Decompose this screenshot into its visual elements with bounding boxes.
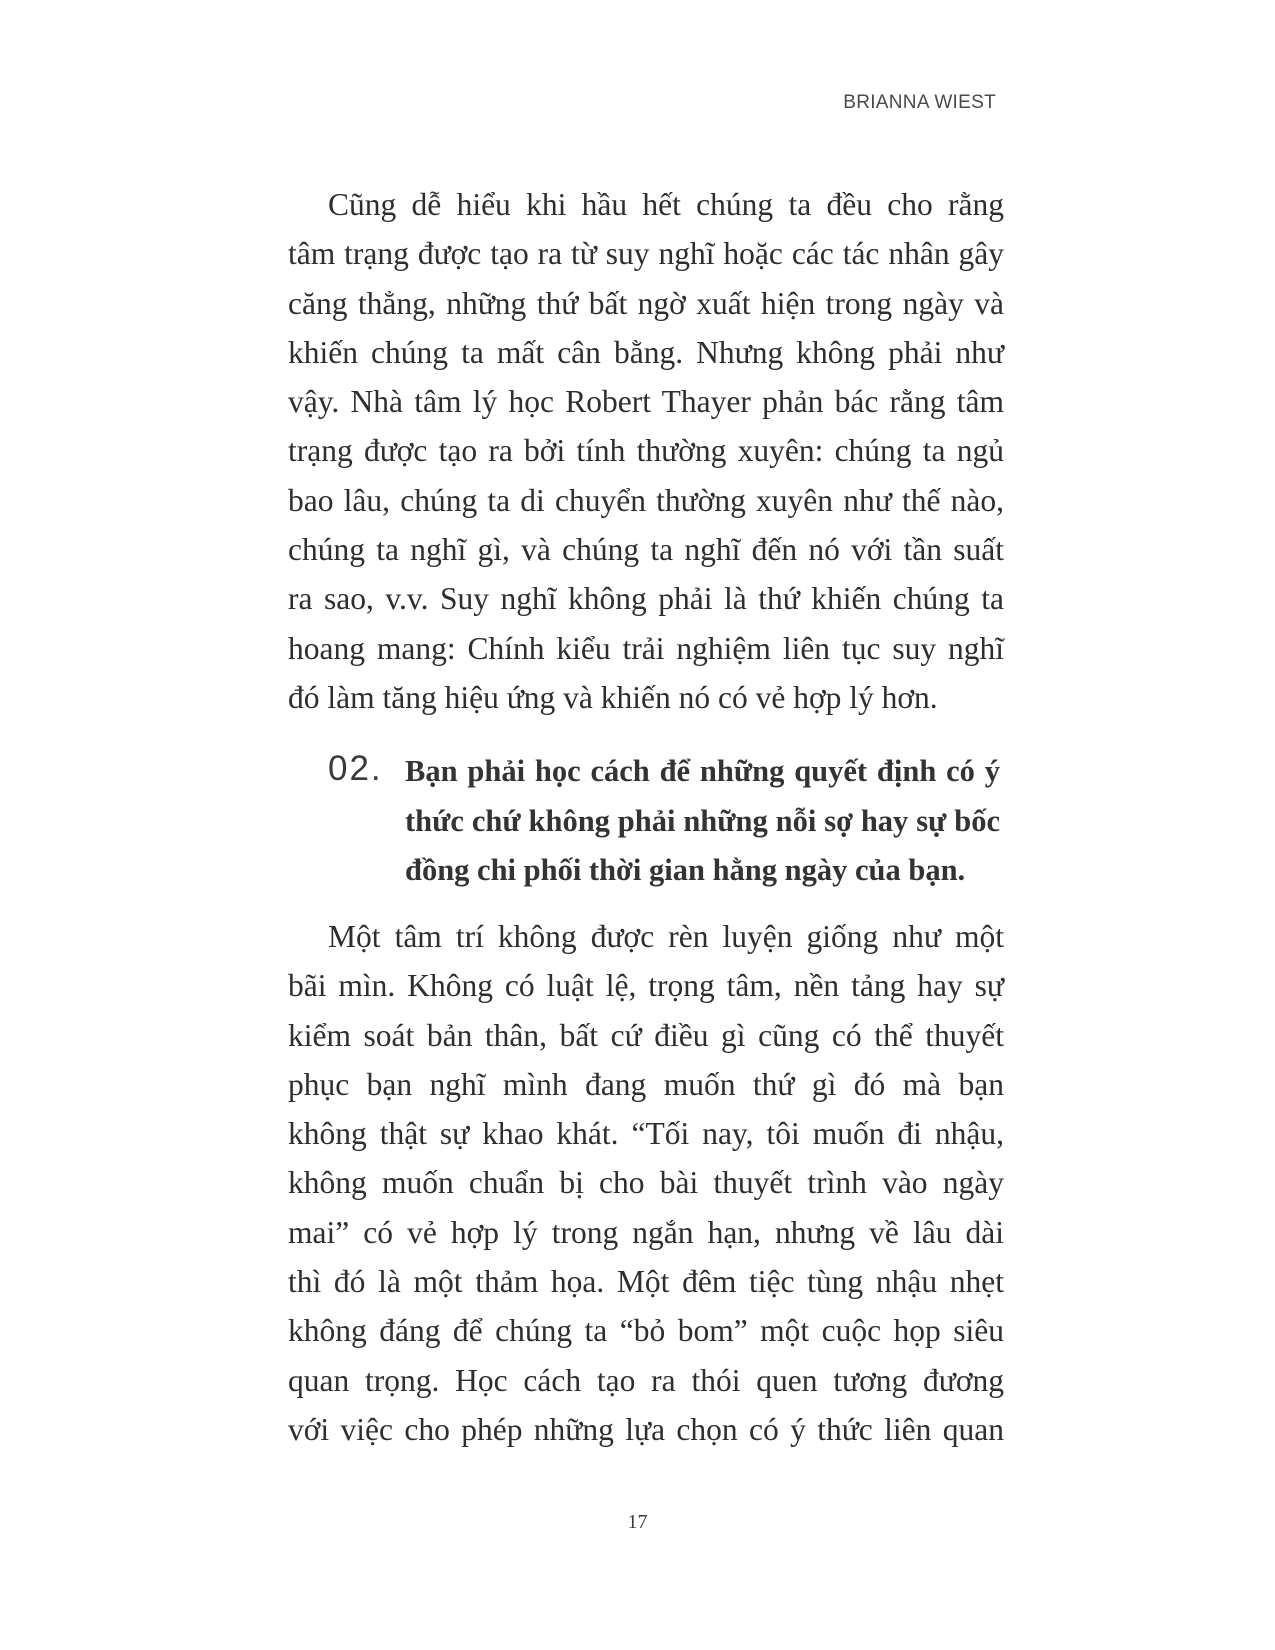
paragraph-line: phục bạn nghĩ mình đang muốn thứ gì đó mà bạn xyxy=(288,1066,1004,1102)
paragraph-line: quan trọng. Học cách tạo ra thói quen tương đương xyxy=(288,1362,1004,1398)
paragraph-line: hoang mang: Chính kiểu trải nghiệm liên tục suy nghĩ xyxy=(288,630,1004,666)
paragraph-line: chúng ta nghĩ gì, và chúng ta nghĩ đến nó với tần suất xyxy=(288,532,1004,568)
paragraph-line: căng thẳng, những thứ bất ngờ xuất hiện trong ngày và xyxy=(288,285,1004,321)
body-paragraph-1 xyxy=(288,180,1004,722)
heading-line: đồng chi phối thời gian hằng ngày của bạn. xyxy=(405,853,966,887)
paragraph-line: đó làm tăng hiệu ứng và khiến nó có vẻ hợp lý hơn. xyxy=(288,679,938,715)
paragraph-line: vậy. Nhà tâm lý học Robert Thayer phản bác rằng tâm xyxy=(288,384,1004,420)
page-number: 17 xyxy=(627,1511,648,1533)
paragraph-line: không thật sự khao khát. “Tối nay, tôi muốn đi nhậu, xyxy=(288,1116,1004,1152)
paragraph-line: tâm trạng được tạo ra từ suy nghĩ hoặc các tác nhân gây xyxy=(288,236,1004,272)
running-header: BRIANNA WIEST xyxy=(843,92,996,113)
body-paragraph-2 xyxy=(288,912,1004,1454)
paragraph-line: trạng được tạo ra bởi tính thường xuyên: chúng ta ngủ xyxy=(288,433,1004,469)
paragraph-line: thì đó là một thảm họa. Một đêm tiệc tùng nhậu nhẹt xyxy=(288,1264,1004,1300)
paragraph-line: bao lâu, chúng ta di chuyển thường xuyên như thế nào, xyxy=(288,482,1004,518)
paragraph-line: với việc cho phép những lựa chọn có ý thức liên quan xyxy=(288,1411,1004,1447)
section-heading xyxy=(405,747,1000,896)
paragraph-line: không muốn chuẩn bị cho bài thuyết trình vào ngày xyxy=(288,1165,1004,1201)
paragraph-line: kiểm soát bản thân, bất cứ điều gì cũng có thể thuyết xyxy=(288,1017,1004,1053)
paragraph-line: ra sao, v.v. Suy nghĩ không phải là thứ khiến chúng ta xyxy=(288,581,1004,617)
paragraph-line: không đáng để chúng ta “bỏ bom” một cuộc họp siêu xyxy=(288,1313,1004,1349)
heading-line: thức chứ không phải những nỗi sợ hay sự bốc xyxy=(405,803,1000,838)
paragraph-line: khiến chúng ta mất cân bằng. Nhưng không phải như xyxy=(288,334,1004,370)
section-number: 02. xyxy=(328,749,383,788)
paragraph-line: bãi mìn. Không có luật lệ, trọng tâm, nền tảng hay sự xyxy=(288,968,1004,1004)
heading-line: Bạn phải học cách để những quyết định có ý xyxy=(405,754,1000,788)
paragraph-line: Một tâm trí không được rèn luyện giống như một xyxy=(328,919,1004,954)
paragraph-line: mai” có vẻ hợp lý trong ngắn hạn, nhưng về lâu dài xyxy=(288,1214,1004,1250)
paragraph-line: Cũng dễ hiểu khi hầu hết chúng ta đều cho rằng xyxy=(328,187,1004,222)
